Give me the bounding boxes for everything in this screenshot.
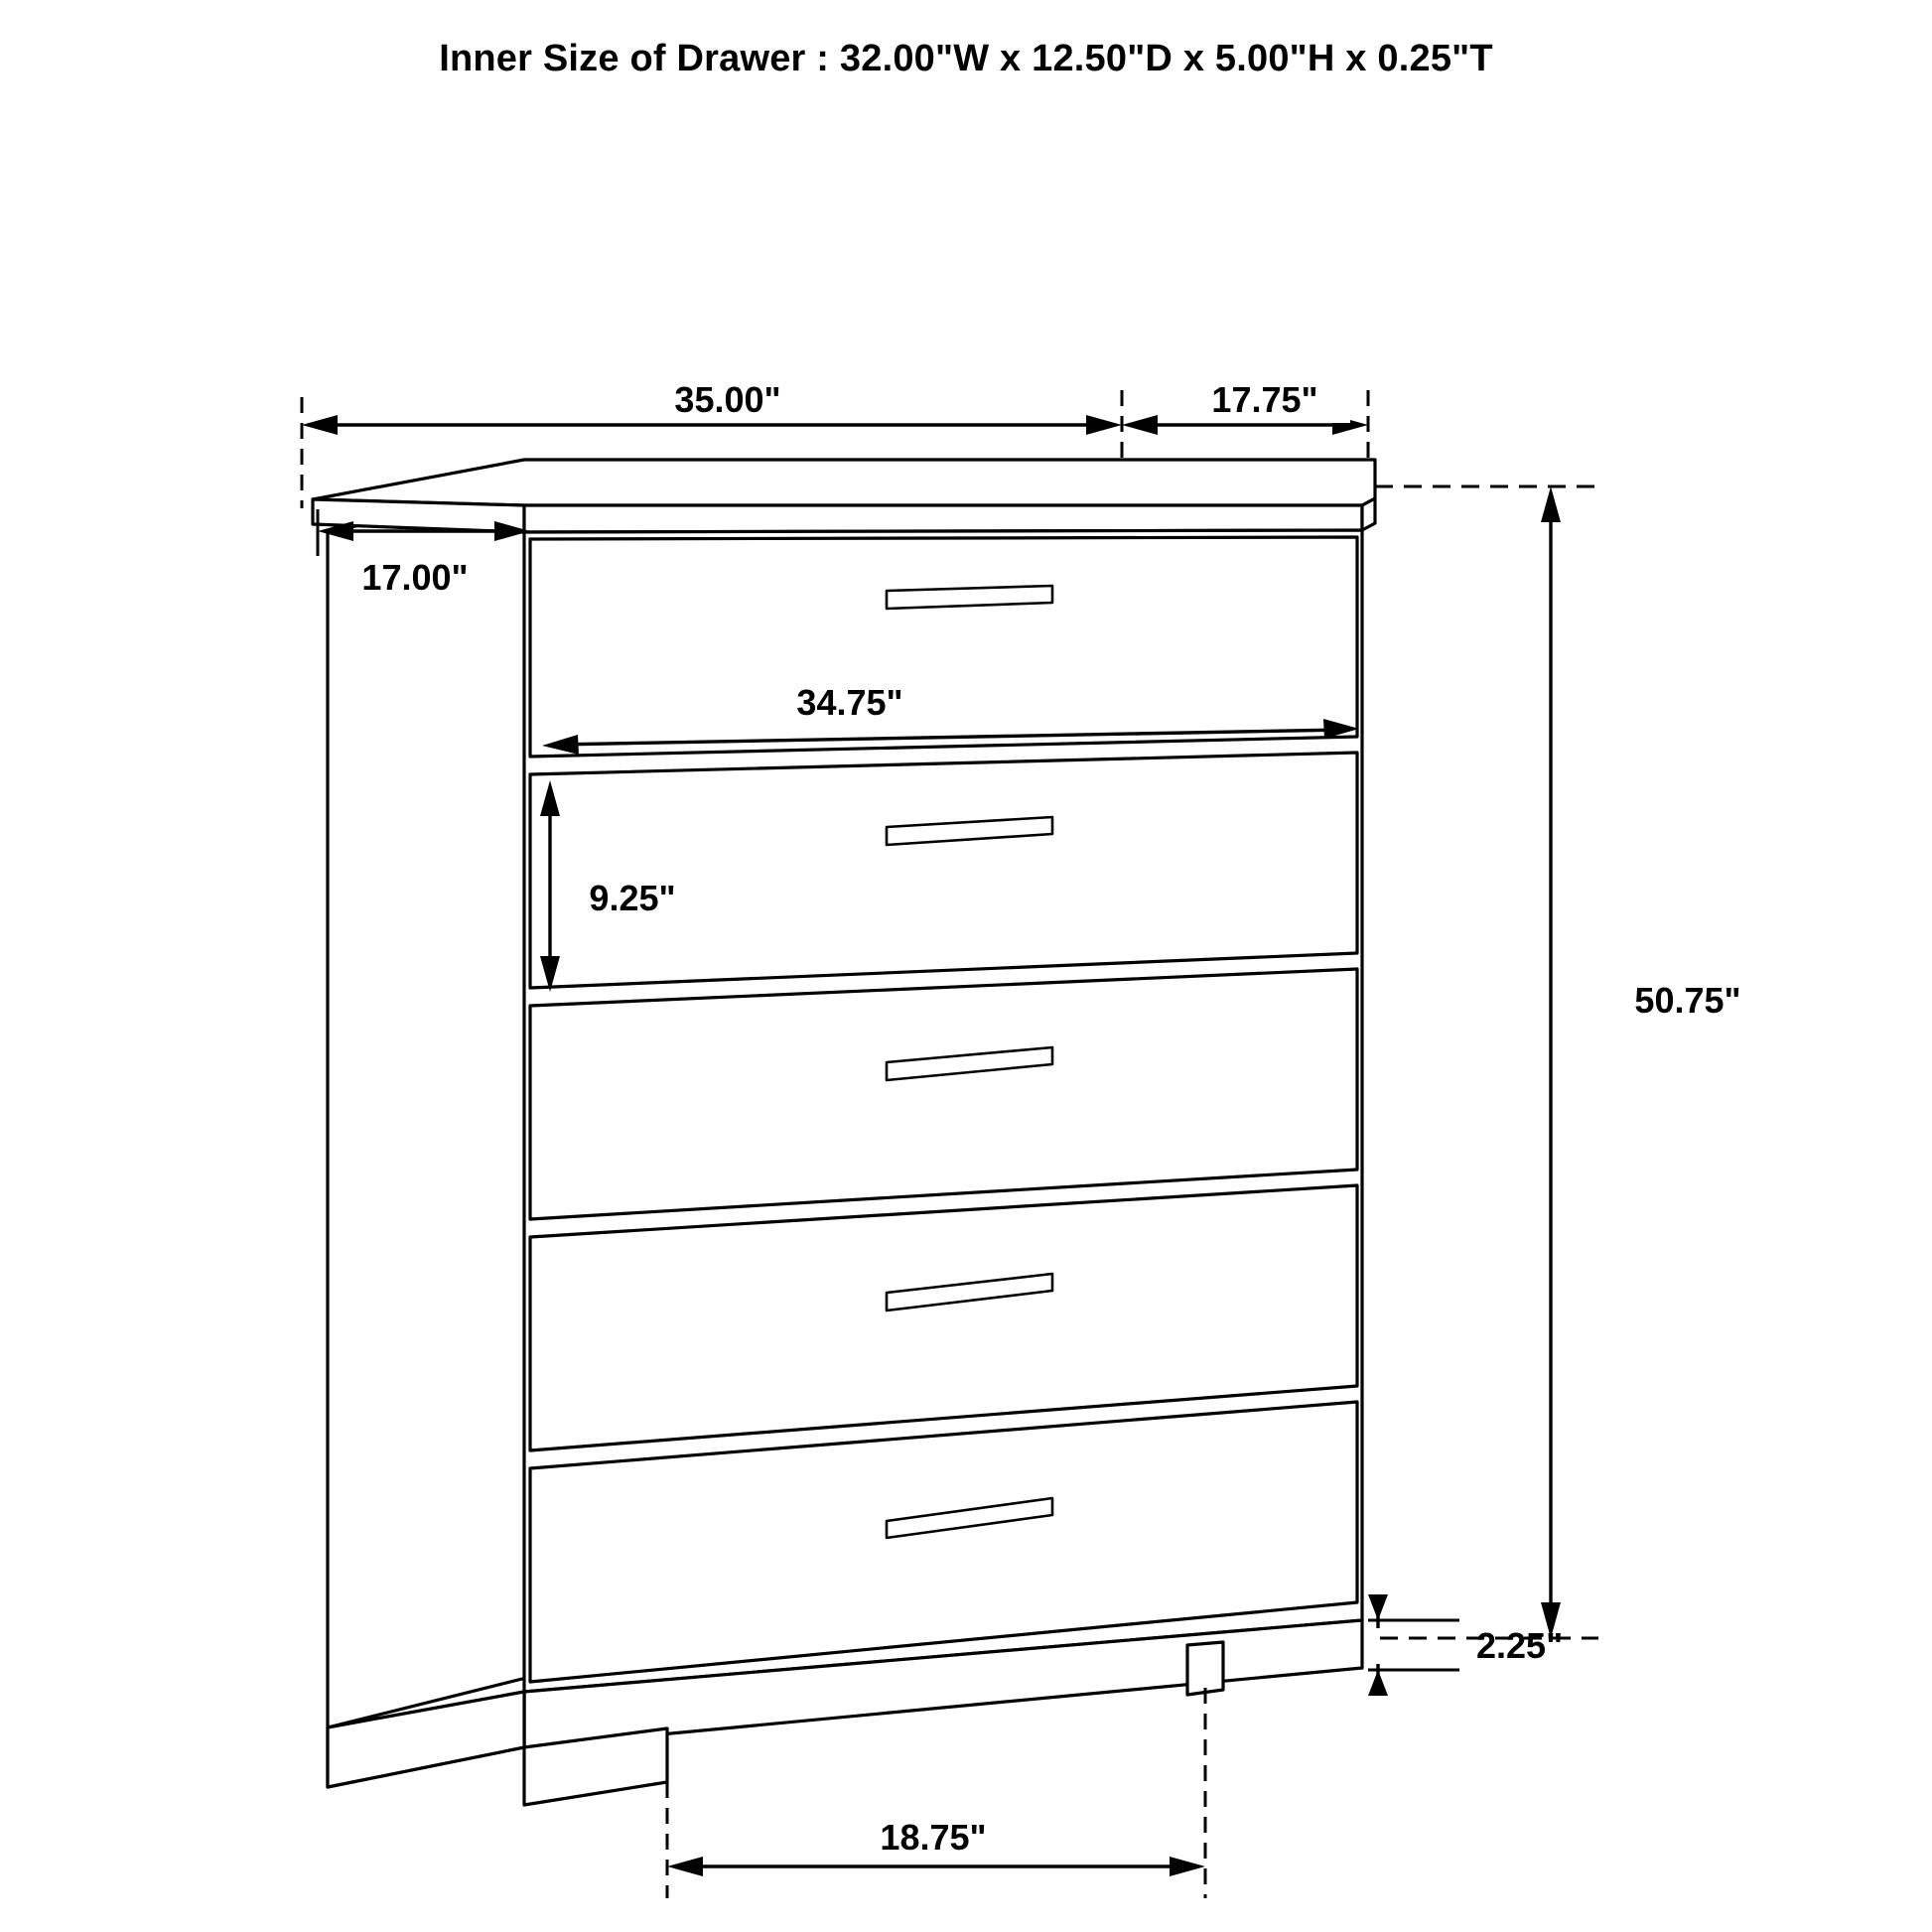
- label-drawer-height: 9.25": [589, 878, 676, 918]
- drawer-front-2: [530, 753, 1357, 988]
- dim-base-height: [1368, 1594, 1459, 1696]
- label-side-depth: 17.00": [361, 557, 469, 598]
- cabinet-top-surface: [313, 460, 1375, 505]
- cabinet-top-right-edge: [1362, 498, 1375, 530]
- cabinet-side-panel: [328, 483, 526, 1727]
- cabinet-drawing: [313, 460, 1375, 1805]
- foot-right: [1187, 1642, 1223, 1695]
- label-top-depth: 17.75": [1211, 379, 1318, 420]
- drawer-front-1: [530, 537, 1357, 757]
- dim-overall-height: [1375, 486, 1598, 1638]
- label-base-height: 2.25": [1476, 1625, 1564, 1666]
- label-foot-spacing: 18.75": [880, 1817, 987, 1858]
- page-title: Inner Size of Drawer : 32.00"W x 12.50"D x 5.00"H x 0.25"T: [439, 38, 1493, 79]
- label-top-width: 35.00": [674, 379, 781, 420]
- cabinet-top-front-edge: [524, 505, 1362, 532]
- label-drawer-width: 34.75": [796, 682, 903, 723]
- label-overall-height: 50.75": [1634, 980, 1741, 1021]
